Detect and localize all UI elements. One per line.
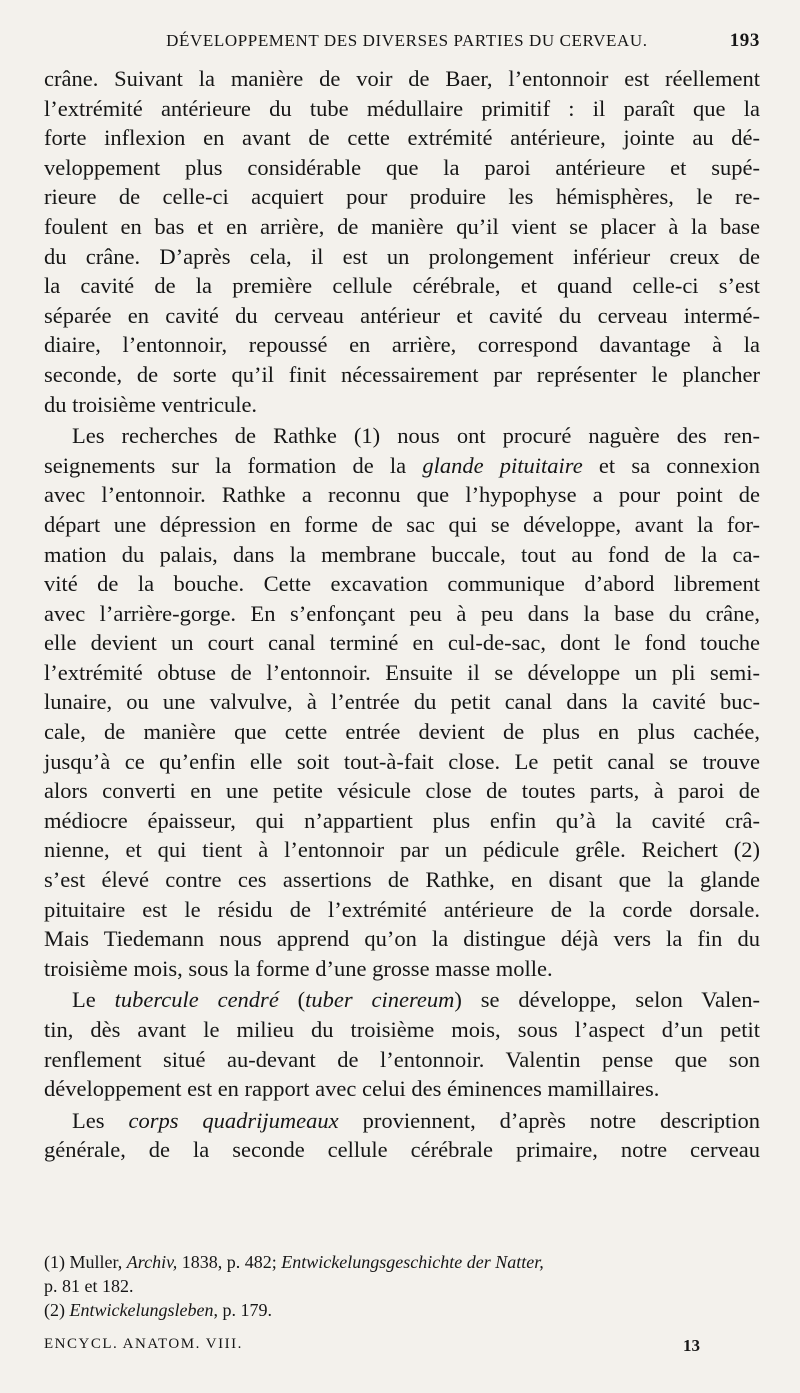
text-line: elle devient un court canal terminé en cul-de-sac, dont le fond touche [44,630,760,656]
signature-mark: 13 [683,1336,700,1355]
emphasis: glande pituitaire [422,452,583,478]
text-line: veloppement plus considérable que la paroi antérieure et supé- [44,154,760,180]
text-run: ) se développe, selon Valen- [454,987,760,1013]
text-run: , p. 179. [213,1300,272,1320]
text-run: Le [72,987,115,1013]
text-line: tin, dès avant le milieu du troisième mois, sous l’aspect d’un petit [44,1017,760,1042]
text-run: (1) Muller, [44,1252,127,1272]
text-run: proviennent, d’après notre description [338,1107,761,1133]
text-line: seconde, de sorte qu’il finit nécessairement par représenter le plancher [44,361,760,387]
footer-source: ENCYCL. ANATOM. VIII. [44,1336,243,1352]
text-run: seignements sur la formation de la [44,452,423,478]
text-line: la cavité de la première cellule cérébrale, et quand celle-ci s’est [44,273,760,299]
text-line: Les recherches de Rathke (1) nous ont procuré naguère des ren- [72,423,760,449]
text-line: jusqu’à ce qu’enfin elle soit tout-à-fait close. Le petit canal se trouve [44,748,760,774]
page-footer [44,1336,760,1356]
emphasis: Entwickelungsleben [69,1300,214,1320]
text-line: mation du palais, dans la membrane buccale, tout au fond de la ca- [44,541,760,567]
text-line [44,985,760,1015]
text-line: l’extrémité obtuse de l’entonnoir. Ensuite il se développe un pli semi- [44,659,760,685]
footnotes [44,1250,760,1322]
text-line: du troisième ventricule. [44,391,258,417]
running-title: DÉVELOPPEMENT DES DIVERSES PARTIES DU CERVEAU. [166,31,648,50]
footnote-2 [44,1298,760,1322]
footnote-1 [44,1250,760,1274]
text-line [44,1106,760,1136]
running-head [44,30,760,64]
page-number: 193 [729,30,760,51]
text-line: foulent en bas et en arrière, de manière qu’il vient se placer à la base [44,213,760,239]
text-line: renflement situé au-devant de l’entonnoir. Valentin pense que son [44,1046,760,1072]
text-run: et sa connexion [582,452,760,478]
text-line: alors converti en une petite vésicule close de toutes parts, à paroi de [44,778,760,804]
text-run: Les [72,1107,129,1133]
text-line: diaire, l’entonnoir, repoussé en arrière, correspond davantage à la [44,332,760,358]
emphasis: tubercule cendré [114,987,279,1013]
text-line: développement est en rapport avec celui des éminences mamillaires. [44,1076,660,1102]
footnote-1-cont: p. 81 et 182. [44,1276,134,1296]
text-line: troisième mois, sous la forme d’une grosse masse molle. [44,955,553,981]
emphasis: Archiv, [126,1252,178,1272]
text-line: Mais Tiedemann nous apprend qu’on la distingue déjà vers la fin du [44,926,760,952]
emphasis: Entwickelungsgeschichte der Natter, [281,1252,544,1272]
text-line: générale, de la seconde cellule cérébrale primaire, notre cerveau [44,1137,760,1163]
text-line: avec l’entonnoir. Rathke a reconnu que l’hypophyse a pour point de [44,482,760,508]
text-line [44,451,760,481]
text-line: cale, de manière que cette entrée devient de plus en plus cachée, [44,719,760,745]
text-line: avec l’arrière-gorge. En s’enfonçant peu à peu dans la base du crâne, [44,600,760,626]
text-line: séparée en cavité du cerveau antérieur et cavité du cerveau intermé- [44,302,760,328]
text-line: s’est élevé contre ces assertions de Rathke, en disant que la glande [44,867,760,893]
text-line: lunaire, ou une valvulve, à l’entrée du petit canal dans la cavité buc- [44,689,760,715]
text-run: 1838, p. 482; [177,1252,282,1272]
text-line: rieure de celle-ci acquiert pour produire les hémisphères, le re- [44,184,760,210]
body-text [44,64,760,1165]
text-line: départ une dépression en forme de sac qui se développe, avant la for- [44,511,760,537]
text-line: vité de la bouche. Cette excavation communique d’abord librement [44,571,760,597]
text-line: nienne, et qui tient à l’entonnoir par un pédicule grêle. Reichert (2) [44,837,760,863]
page [44,30,760,1165]
emphasis: corps quadrijumeaux [128,1107,339,1133]
text-line: crâne. Suivant la manière de voir de Baer, l’entonnoir est réellement [44,66,760,91]
emphasis: tuber cinereum [305,987,455,1013]
text-line: l’extrémité antérieure du tube médullaire primitif : il paraît que la [44,95,760,121]
text-line: médiocre épaisseur, qui n’appartient plus enfin qu’à la cavité crâ- [44,807,760,833]
text-line: du crâne. D’après cela, il est un prolongement inférieur creux de [44,243,760,269]
text-run: (2) [44,1300,70,1320]
text-line: forte inflexion en avant de cette extrémité antérieure, jointe au dé- [44,125,760,151]
text-run: ( [278,987,306,1013]
text-line: pituitaire est le résidu de l’extrémité antérieure de la corde dorsale. [44,896,760,922]
